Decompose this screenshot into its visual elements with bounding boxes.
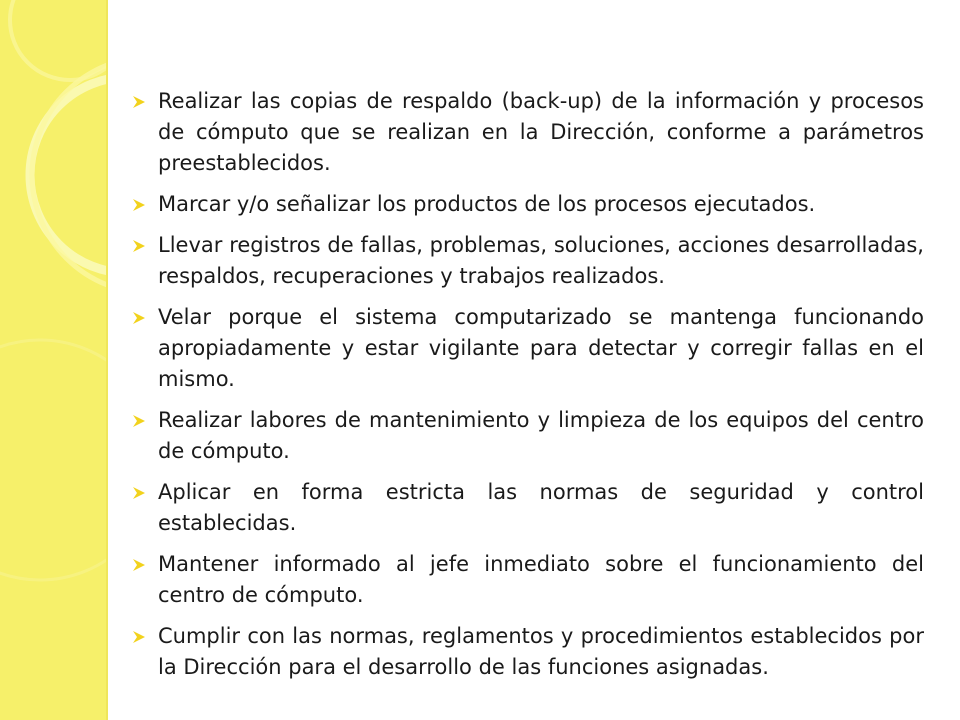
bullet-item	[130, 405, 924, 467]
bullet-item	[130, 230, 924, 292]
arrow-bullet-icon	[132, 486, 146, 500]
arrow-bullet-icon	[132, 630, 146, 644]
bullet-text: Aplicar en forma estricta las normas de seguridad y control establecidas.	[158, 480, 924, 535]
bullet-item	[130, 549, 924, 611]
bullet-text: Realizar las copias de respaldo (back-up) de la información y procesos de cómputo que se realizan en la Dirección, conforme a parámetros preestablecidos.	[158, 89, 924, 175]
bullet-item	[130, 86, 924, 179]
bullet-text: Marcar y/o señalizar los productos de los procesos ejecutados.	[158, 192, 816, 216]
bullet-item	[130, 477, 924, 539]
arrow-bullet-icon	[132, 414, 146, 428]
bullet-text: Velar porque el sistema computarizado se mantenga funcionando apropiadamente y estar vigilante para detectar y corregir fallas en el mismo.	[158, 305, 924, 391]
bullet-item	[130, 189, 924, 220]
bullet-text: Llevar registros de fallas, problemas, soluciones, acciones desarrolladas, respaldos, recuperaciones y trabajos realizados.	[158, 233, 924, 288]
arrow-bullet-icon	[132, 239, 146, 253]
bullet-text: Mantener informado al jefe inmediato sobre el funcionamiento del centro de cómputo.	[158, 552, 924, 607]
side-band-edge	[106, 0, 108, 720]
slide-content	[130, 86, 924, 693]
bullet-list	[130, 86, 924, 683]
decorative-rings-icon	[0, 0, 108, 720]
bullet-text: Realizar labores de mantenimiento y limpieza de los equipos del centro de cómputo.	[158, 408, 924, 463]
arrow-bullet-icon	[132, 198, 146, 212]
arrow-bullet-icon	[132, 558, 146, 572]
bullet-item	[130, 621, 924, 683]
bullet-item	[130, 302, 924, 395]
bullet-text: Cumplir con las normas, reglamentos y procedimientos establecidos por la Dirección para el desarrollo de las funciones asignadas.	[158, 624, 924, 679]
arrow-bullet-icon	[132, 95, 146, 109]
decorative-side-band	[0, 0, 108, 720]
arrow-bullet-icon	[132, 311, 146, 325]
